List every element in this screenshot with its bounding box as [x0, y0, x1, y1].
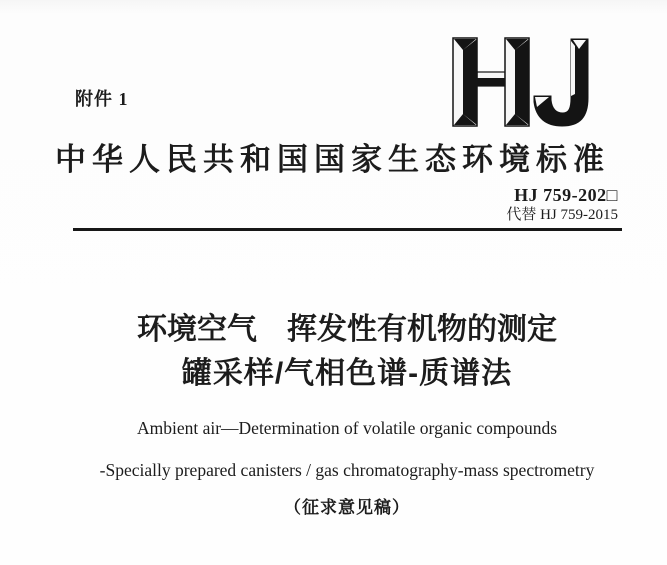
replaces-note: 代替 HJ 759-2015	[506, 207, 618, 223]
doc-title-cn-line1: 环境空气 挥发性有机物的测定	[137, 313, 557, 346]
standard-number-block	[506, 186, 618, 223]
header-rule	[73, 228, 622, 231]
national-standard-title: 中华人民共和国国家生态环境标准	[55, 142, 610, 177]
draft-status-note: （征求意见稿）	[284, 498, 410, 517]
doc-title-cn-line2: 罐采样/气相色谱-质谱法	[181, 357, 513, 390]
attachment-label: 附件 1	[75, 89, 129, 109]
standard-number: HJ 759-202□	[514, 185, 618, 205]
doc-title-en-line1: Ambient air—Determination of volatile organic compounds	[136, 418, 558, 438]
doc-title-en-line2: -Specially prepared canisters / gas chromatography-mass spectrometry	[99, 460, 595, 480]
hj-logo	[451, 36, 593, 128]
hj-letter-h	[453, 38, 529, 126]
hj-logo-text	[0, 0, 1, 1]
hj-letter-j	[534, 39, 588, 126]
